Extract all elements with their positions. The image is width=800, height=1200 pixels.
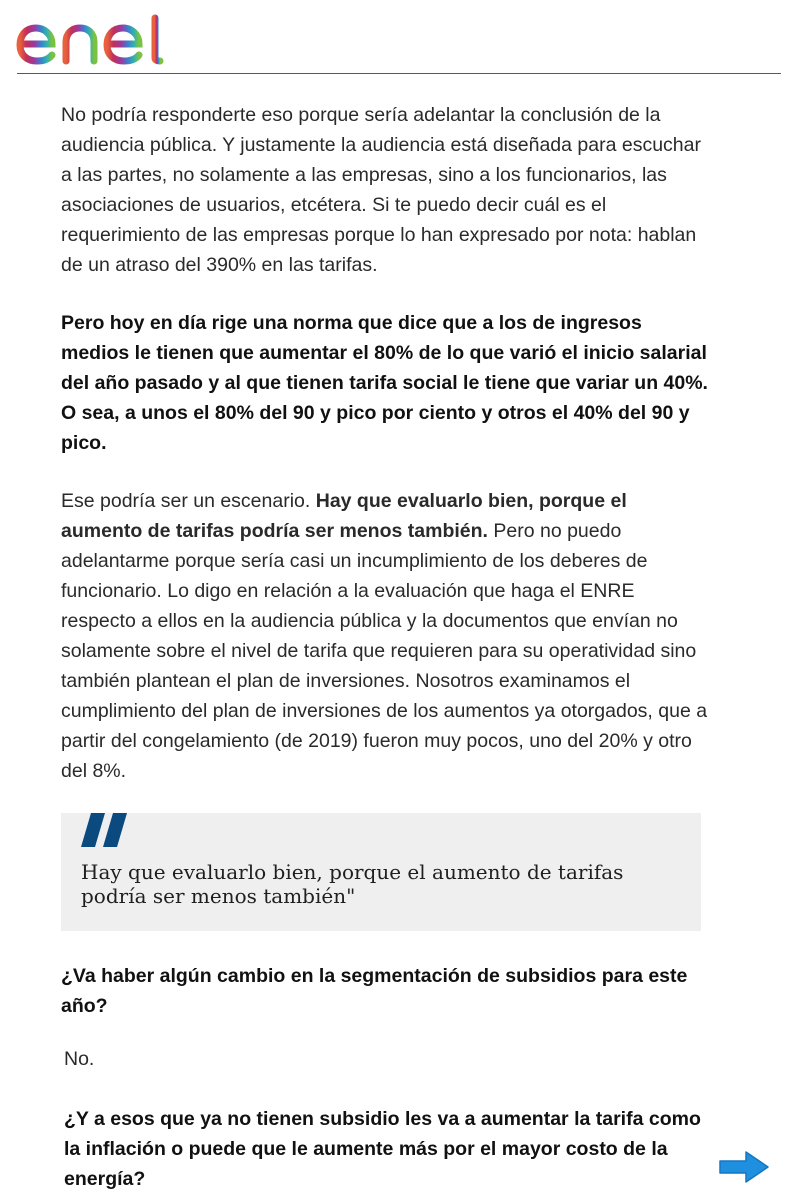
interviewer-question: ¿Y a esos que ya no tienen subsidio les va a aumentar la tarifa como la inflación o puede que le aumente más por el mayor costo de la energía? bbox=[64, 1108, 701, 1190]
header-divider bbox=[17, 73, 781, 74]
enel-logo[interactable] bbox=[16, 14, 172, 66]
site-header bbox=[0, 0, 800, 76]
answer-text-start: Ese podría ser un escenario. bbox=[61, 490, 316, 512]
pull-quote bbox=[61, 813, 701, 931]
answer-highlight: Hay que evaluarlo bien, porque el aumento de tarifas podría ser menos también. bbox=[61, 490, 627, 542]
answer-text-end: Pero no puedo adelantarme porque sería casi un incumplimiento de los deberes de funcionario. Lo digo en relación a la evaluación que haga el ENRE respecto a ellos en la audiencia pública y la documentos que envían no solamente sobre el nivel de tarifa que requieren para su operatividad sino también plantean el plan de inversiones. Nosotros examinamos el cumplimiento del plan de inversiones de los aumentos ya otorgados, que a partir del congelamiento (de 2019) fueron muy pocos, uno del 20% y otro del 8%. bbox=[61, 520, 708, 782]
answer-paragraph-with-highlight bbox=[61, 486, 711, 786]
arrow-right-icon[interactable] bbox=[718, 1150, 770, 1184]
interviewer-question: Pero hoy en día rige una norma que dice que a los de ingresos medios le tienen que aumentar el 80% de lo que varió el inicio salarial del año pasado y al que tienen tarifa social le tiene que variar un 40%. O sea, a unos el 80% del 90 y pico por ciento y otros el 40% del 90 y pico. bbox=[61, 312, 708, 454]
short-answer: No. bbox=[64, 1048, 95, 1070]
article-body bbox=[61, 100, 711, 1194]
pull-quote-text: Hay que evaluarlo bien, porque el aumento de tarifas podría ser menos también" bbox=[81, 860, 624, 908]
answer-paragraph: No podría responderte eso porque sería adelantar la conclusión de la audiencia pública. Y justamente la audiencia está diseñada para escuchar a las partes, no solamente a las empresas, sino a los funcionarios, las asociaciones de usuarios, etcétera. Si te puedo decir cuál es el requerimiento de las empresas porque lo han expresado por nota: hablan de un atraso del 390% en las tarifas. bbox=[61, 104, 701, 276]
quote-mark-icon bbox=[81, 813, 129, 847]
interviewer-question: ¿Va haber algún cambio en la segmentación de subsidios para este año? bbox=[61, 965, 688, 1017]
